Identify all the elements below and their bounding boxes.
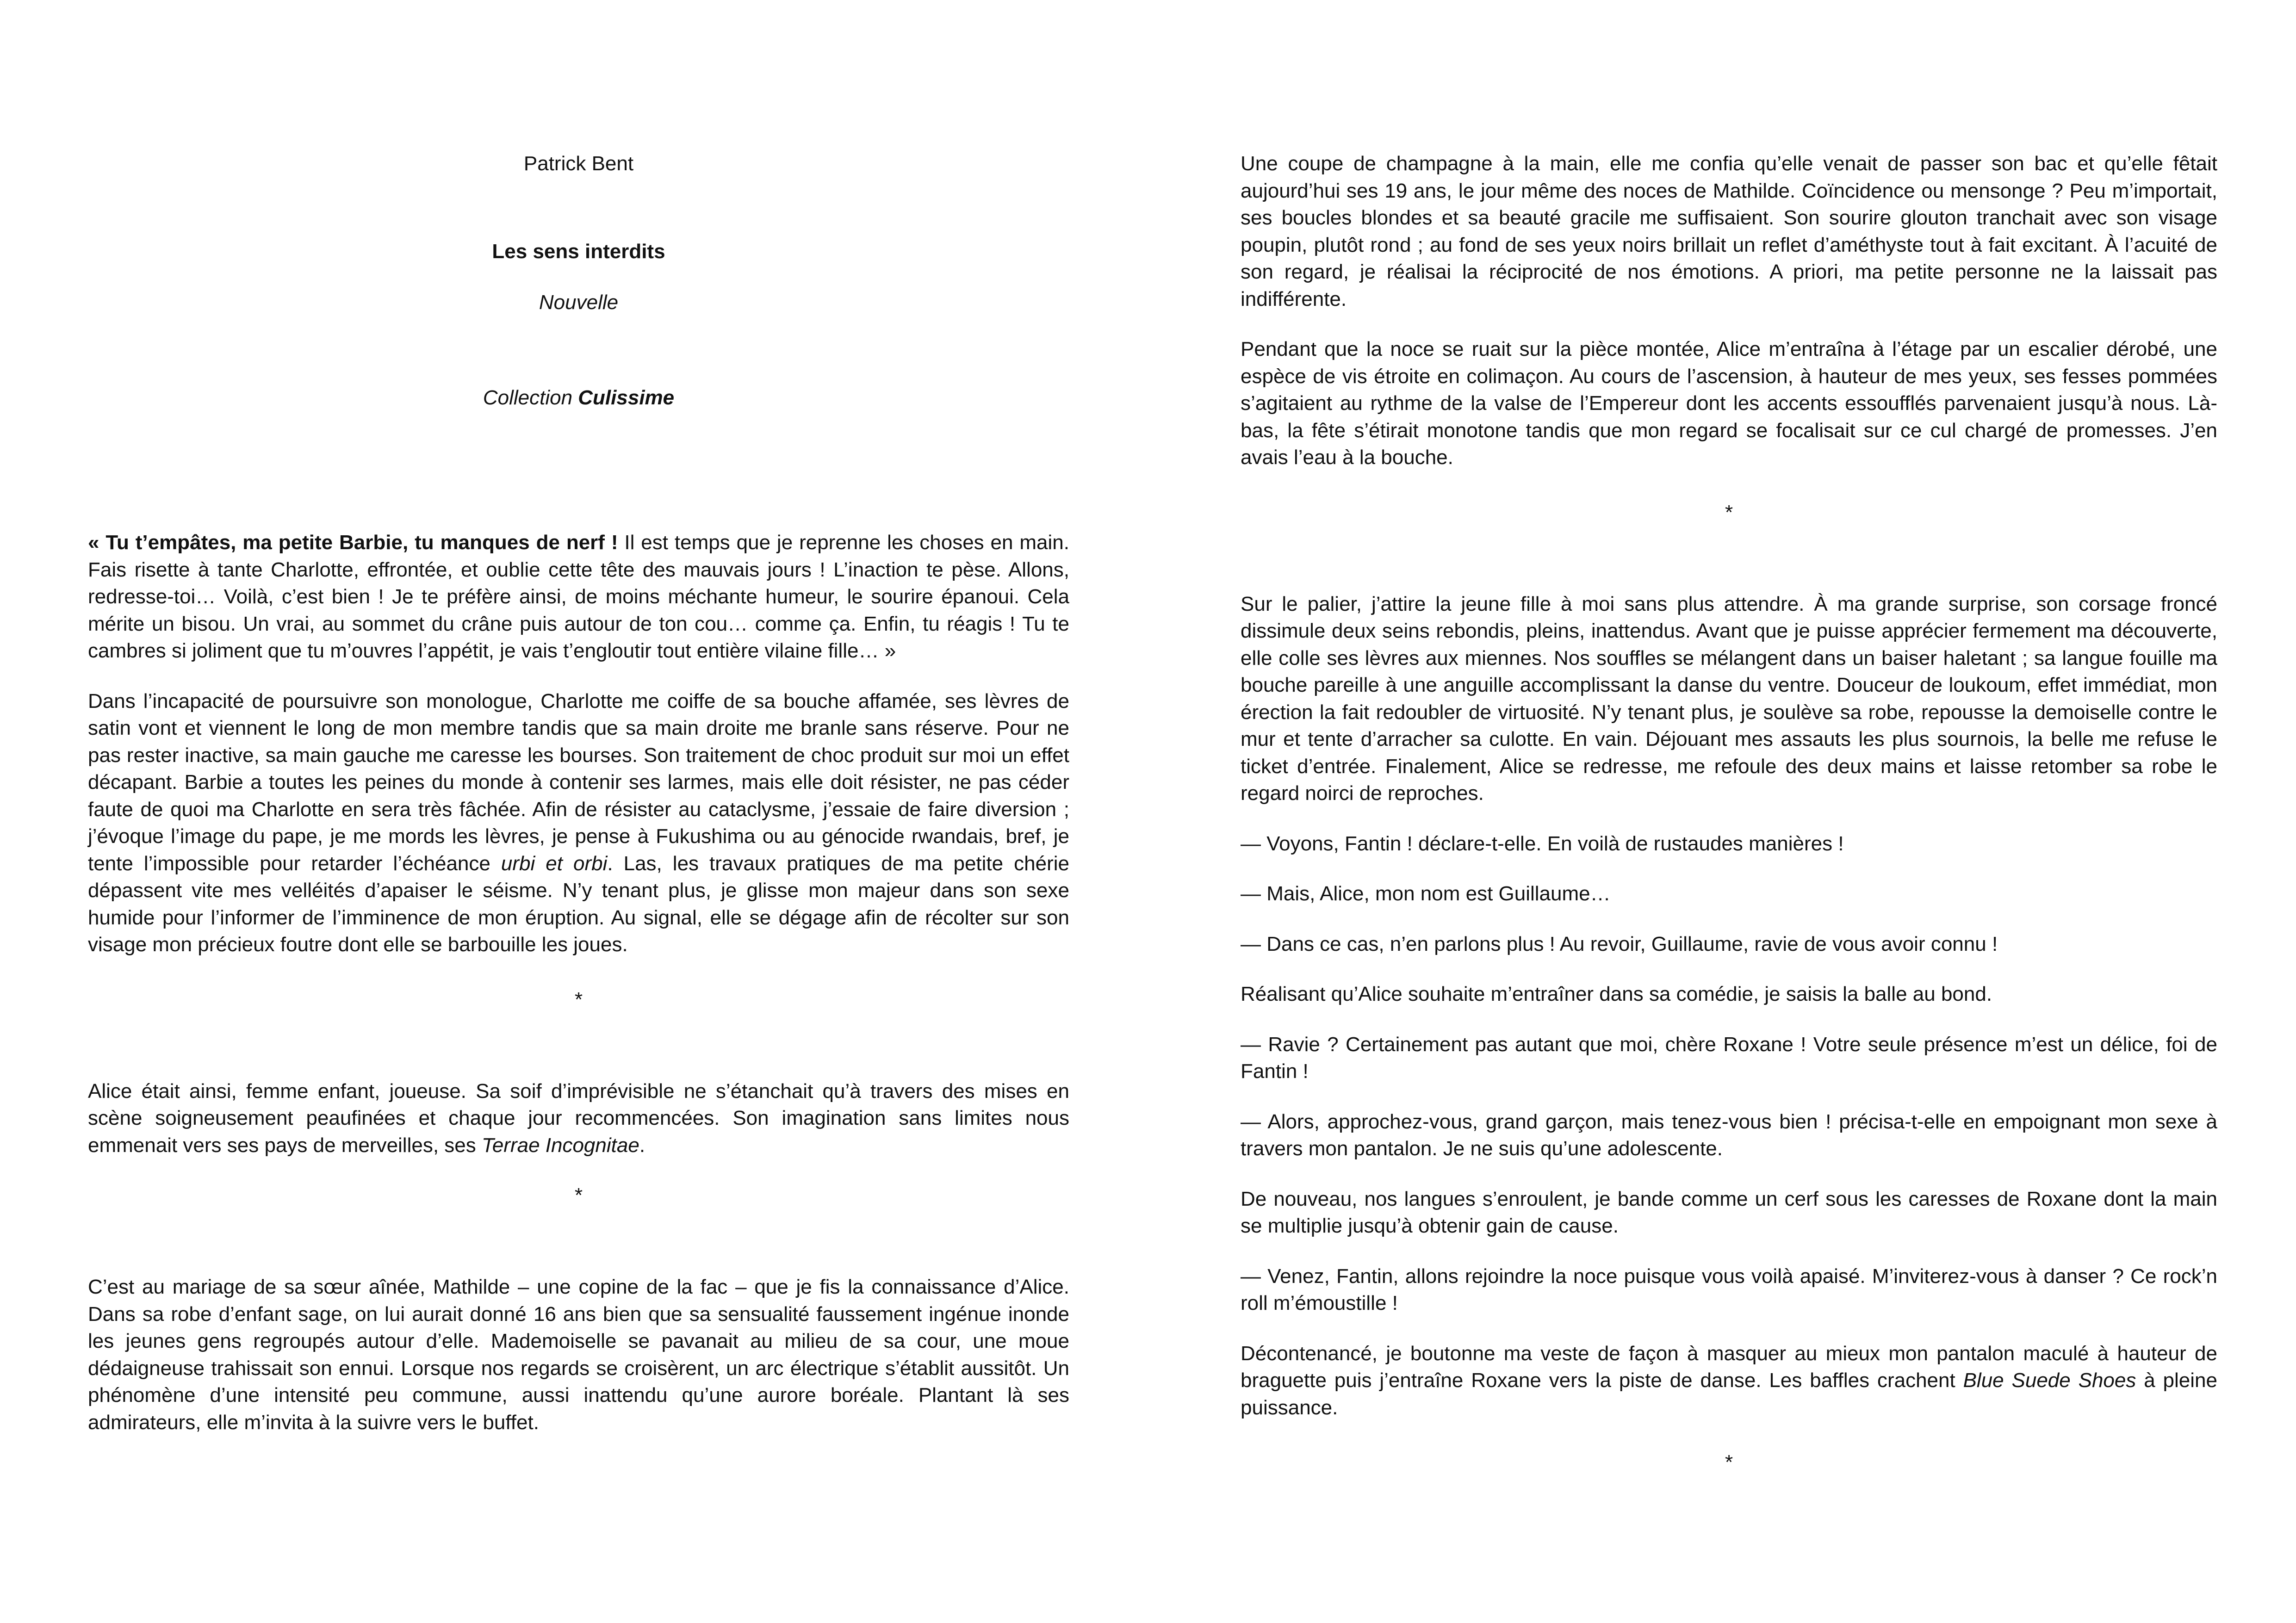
paragraph	[88, 688, 1069, 959]
paragraph-text: Il est temps que je reprenne les choses en main. Fais risette à tante Charlotte, effrontée, et oublie cette tête des mauvais jours ! L’inaction te pèse. Allons, redresse-toi… Voilà, c’est bien ! Je te préfère ainsi, de moins méchante humeur, le sourire épanoui. Cela mérite un bisou. Un vrai, au sommet du crâne puis autour de ton cou… comme ça. Enfin, tu réagis ! Tu te cambres si joliment que tu m’ouvres l’appétit, je vais t’engloutir tout entière vilaine fille… »	[88, 531, 1069, 662]
dialogue-line: — Ravie ? Certainement pas autant que moi, chère Roxane ! Votre seule présence m’est un délice, foi de Fantin !	[1241, 1033, 2217, 1083]
paragraph	[88, 1078, 1069, 1159]
book-subtitle: Nouvelle	[539, 291, 619, 314]
paragraph: Réalisant qu’Alice souhaite m’entraîner dans sa comédie, je saisis la balle au bond.	[1241, 983, 1992, 1005]
paragraph-text: Décontenancé, je boutonne ma veste de façon à masquer au mieux mon pantalon maculé à hauteur de braguette puis j’entraîne Roxane vers la piste de danse. Les baffles crachent	[1241, 1342, 2217, 1392]
paragraph-text: Dans l’incapacité de poursuivre son monologue, Charlotte me coiffe de sa bouche affamée, ses lèvres de satin vont et viennent le long de mon membre tandis que sa main droite me branle sans réserve. Pour ne pas rester inactive, sa main gauche me caresse les bourses. Son traitement de choc produit sur moi un effet décapant. Barbie a toutes les peines du monde à contenir ses larmes, mais elle doit résister, ne pas céder faute de quoi ma Charlotte en sera très fâchée. Afin de résister au cataclysme, j’essaie de faire diversion ; j’évoque l’image du pape, je me mords les lèvres, je pense à Fukushima ou au génocide rwandais, bref, je tente l’impossible pour retarder l’échéance	[88, 689, 1069, 875]
book-title: Les sens interdits	[492, 240, 665, 263]
opening-quote: « Tu t’empâtes, ma petite Barbie, tu manques de nerf !	[88, 531, 618, 554]
dialogue-line: — Venez, Fantin, allons rejoindre la noce puisque vous voilà apaisé. M’inviterez-vous à danser ? Ce rock’n roll m’émoustille !	[1241, 1264, 2217, 1314]
right-page	[1148, 0, 2296, 1623]
paragraph: C’est au mariage de sa sœur aînée, Mathilde – une copine de la fac – que je fis la connaissance d’Alice. Dans sa robe d’enfant sage, on lui aurait donné 16 ans bien que sa sensualité faussement ingénue inonde les jeunes gens regroupés autour d’elle. Mademoiselle se pavanait au milieu de sa cour, une moue dédaigneuse trahissait son ennui. Lorsque nos regards se croisèrent, un arc électrique s’établit aussitôt. Un phénomène d’une intensité peu commune, aussi inattendu qu’une aurore boréale. Plantant là ses admirateurs, elle m’invita à la suivre vers le buffet.	[88, 1276, 1069, 1434]
paragraph-text: .	[639, 1134, 645, 1157]
author-name: Patrick Bent	[523, 152, 634, 175]
paragraph-text: Alice était ainsi, femme enfant, joueuse. Sa soif d’imprévisible ne s’étanchait qu’à travers des mises en scène soigneusement peaufinées et chaque jour recommencées. Son imagination sans limites nous emmenait vers ses pays de merveilles, ses	[88, 1079, 1069, 1157]
paragraph: De nouveau, nos langues s’enroulent, je bande comme un cerf sous les caresses de Roxane dont la main se multiplie jusqu’à obtenir gain de cause.	[1241, 1187, 2217, 1237]
paragraph: Pendant que la noce se ruait sur la pièce montée, Alice m’entraîna à l’étage par un escalier dérobé, une espèce de vis étroite en colimaçon. Au cours de l’ascension, à hauteur de mes yeux, ses fesses pommées s’agitaient au rythme de la valse de l’Empereur dont les accents essoufflés parvenaient jusqu’à nous. Là-bas, la fête s’étirait monotone tandis que mon regard se focalisait sur ce cul chargé de promesses. J’en avais l’eau à la bouche.	[1241, 338, 2217, 469]
italic-text: Blue Suede Shoes	[1963, 1369, 2136, 1392]
collection-label: Collection	[483, 386, 573, 409]
section-separator: *	[1725, 501, 1733, 524]
paragraph-text: . Las, les travaux pratiques de ma petite chérie dépassent vite mes velléités d’apaiser le séisme. N’y tenant plus, je glisse mon majeur dans son sexe humide pour l’informer de l’imminence de mon éruption. Au signal, elle se dégage afin de récolter sur son visage mon précieux foutre dont elle se barbouille les joues.	[88, 852, 1069, 956]
paragraph	[88, 529, 1069, 665]
section-separator: *	[574, 988, 583, 1011]
italic-text: urbi et orbi	[501, 852, 608, 875]
dialogue-line: — Alors, approchez-vous, grand garçon, mais tenez-vous bien ! précisa-t-elle en empoignant mon sexe à travers mon pantalon. Je ne suis qu’une adolescente.	[1241, 1110, 2217, 1160]
paragraph: Une coupe de champagne à la main, elle me confia qu’elle venait de passer son bac et qu’elle fêtait aujourd’hui ses 19 ans, le jour même des noces de Mathilde. Coïncidence ou mensonge ? Peu m’importait, ses boucles blondes et sa beauté gracile me suffisaient. Son sourire glouton tranchait avec son visage poupin, plutôt rond ; au fond de ses yeux noirs brillait un reflet d’améthyste tout à fait excitant. À l’acuité de son regard, je réalisai la réciprocité de nos émotions. A priori, ma petite personne ne la laissait pas indifférente.	[1241, 152, 2217, 310]
section-separator: *	[574, 1184, 583, 1207]
paragraph-text: à pleine puissance.	[1241, 1369, 2217, 1419]
section-separator: *	[1725, 1451, 1733, 1474]
dialogue-line: — Mais, Alice, mon nom est Guillaume…	[1241, 882, 1611, 905]
paragraph: Sur le palier, j’attire la jeune fille à moi sans plus attendre. À ma grande surprise, son corsage froncé dissimule deux seins rebondis, pleins, inattendus. Avant que je puisse apprécier fermement ma découverte, elle colle ses lèvres aux miennes. Nos souffles se mélangent dans un baiser haletant ; sa langue fouille ma bouche pareille à une anguille accomplissant la danse du ventre. Douceur de loukoum, effet immédiat, mon érection la fait redoubler de virtuosité. N’y tenant plus, je soulève sa robe, repousse la demoiselle contre le mur et tente d’arracher sa culotte. En vain. Déjouant mes assauts les plus sournois, la belle me refuse le ticket d’entrée. Finalement, Alice se redresse, me refoule des deux mains et laisse retomber sa robe le regard noirci de reproches.	[1241, 592, 2217, 805]
dialogue-line: — Voyons, Fantin ! déclare-t-elle. En voilà de rustaudes manières !	[1241, 832, 1844, 855]
dialogue-line: — Dans ce cas, n’en parlons plus ! Au revoir, Guillaume, ravie de vous avoir connu !	[1241, 932, 1998, 955]
collection-line	[88, 384, 1069, 411]
paragraph	[1241, 1340, 2217, 1422]
collection-name: Culissime	[578, 386, 675, 409]
italic-text: Terrae Incognitae	[481, 1134, 639, 1157]
